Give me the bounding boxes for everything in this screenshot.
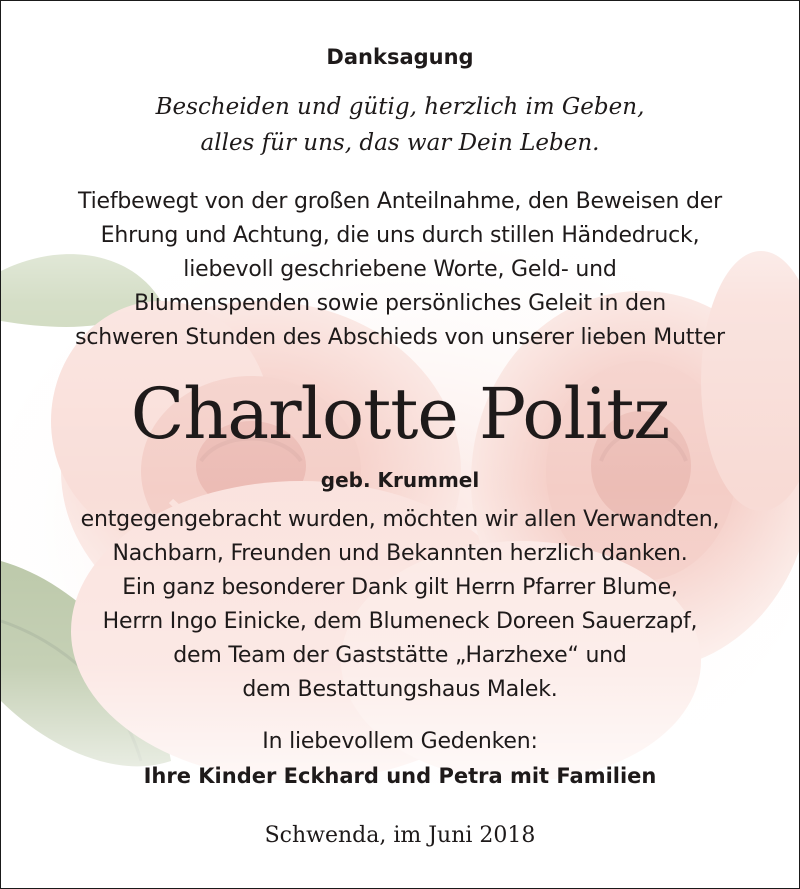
thanks-line: entgegengebracht wurden, möchten wir allen Verwandten, bbox=[80, 507, 720, 532]
thanks-line: Ein ganz besonderer Dank gilt Herrn Pfarrer Blume, bbox=[122, 575, 678, 600]
verse-line: Bescheiden und gütig, herzlich im Geben, bbox=[155, 94, 645, 120]
intro-line: Blumenspenden sowie persönliches Geleit in den bbox=[134, 291, 666, 316]
remembrance-line: In liebevollem Gedenken: bbox=[262, 729, 538, 754]
intro-line: Ehrung und Achtung, die uns durch stillen Händedruck, bbox=[100, 223, 700, 248]
intro-line: liebevoll geschriebene Worte, Geld- und bbox=[183, 257, 617, 282]
deceased-name: Charlotte Politz bbox=[130, 373, 670, 455]
intro-line: schweren Stunden des Abschieds von unserer lieben Mutter bbox=[75, 325, 725, 350]
heading: Danksagung bbox=[326, 45, 474, 69]
thanks-line: Herrn Ingo Einicke, dem Blumeneck Doreen Sauerzapf, bbox=[102, 609, 698, 634]
birth-name: geb. Krummel bbox=[320, 468, 480, 492]
obituary-text bbox=[1, 1, 799, 888]
signatories: Ihre Kinder Eckhard und Petra mit Familien bbox=[143, 764, 657, 788]
thanks-line: dem Bestattungshaus Malek. bbox=[242, 677, 558, 702]
thanks-line: Nachbarn, Freunden und Bekannten herzlich danken. bbox=[112, 541, 688, 566]
intro-line: Tiefbewegt von der großen Anteilnahme, den Beweisen der bbox=[78, 189, 722, 214]
verse-line: alles für uns, das war Dein Leben. bbox=[200, 130, 600, 156]
place-and-date: Schwenda, im Juni 2018 bbox=[264, 823, 536, 848]
thanks-line: dem Team der Gaststätte „Harzhexe“ und bbox=[173, 643, 627, 668]
